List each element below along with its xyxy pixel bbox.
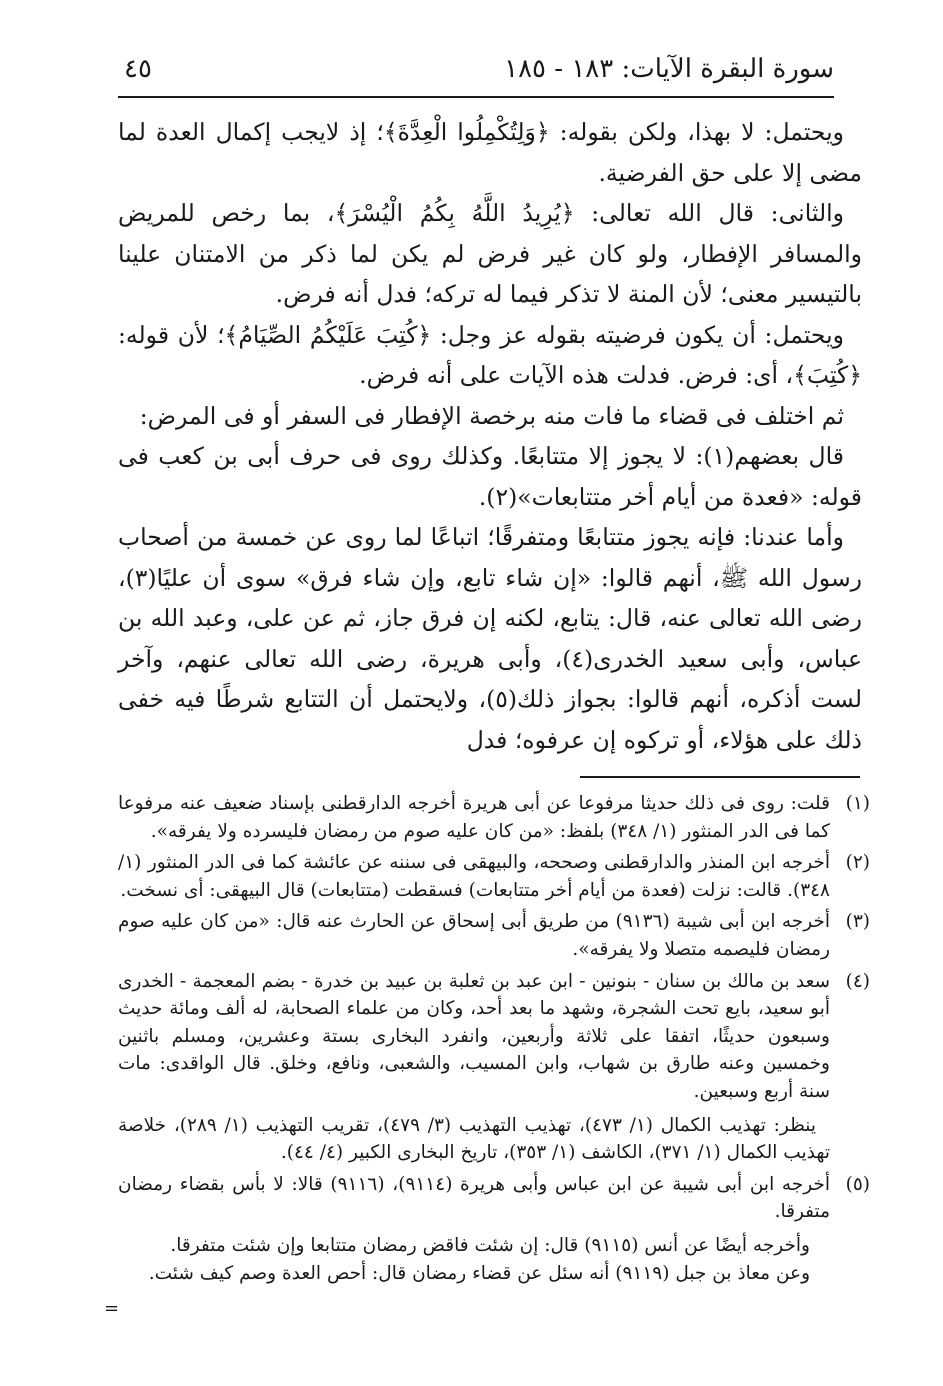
paragraph-3: ويحتمل: أن يكون فرضيته بقوله عز وجل: ﴿كُتِبَ عَلَيْكُمُ الصِّيَامُ﴾؛ لأن قوله: ﴿كُتِبَ﴾، أى: فرض. فدلت هذه الآيات على أنه فرض. bbox=[118, 320, 862, 389]
footnote-text: أخرجه ابن أبى شيبة (٩١٣٦) من طريق أبى إسحاق عن الحارث عنه قال: «من كان عليه صوم رمضان فليصمه متصلا ولا يفرقه». bbox=[118, 911, 830, 960]
main-text bbox=[118, 112, 862, 760]
footnote-3 bbox=[118, 908, 870, 963]
footnote-references: ينظر: تهذيب الكمال (١/ ٤٧٣)، تهذيب التهذيب (٣/ ٤٧٩)، تقريب التهذيب (١/ ٢٨٩)، خلاصة تهذيب الكمال (١/ ٣٧١)، الكاشف (١/ ٣٥٣)، تاريخ البخارى الكبير (٤/ ٤٤). bbox=[118, 1114, 830, 1164]
footnote-number: (٢) bbox=[845, 852, 870, 874]
header-divider bbox=[118, 96, 834, 98]
footnote-1 bbox=[118, 790, 870, 845]
running-title: سورة البقرة الآيات: ١٨٣ - ١٨٥ bbox=[504, 54, 834, 84]
footnote-number: (٤) bbox=[845, 970, 870, 992]
footnote-extra-line: وأخرجه أيضًا عن أنس (٩١١٥) قال: إن شئت فاقض رمضان متتابعا وإن شئت متفرقا. bbox=[170, 1234, 810, 1256]
footnote-5-continuation bbox=[118, 1232, 870, 1287]
footnote-number: (١) bbox=[845, 793, 870, 814]
footnote-5 bbox=[118, 1171, 870, 1226]
footnote-text: سعد بن مالك بن سنان - بنونين - ابن عبد بن ثعلبة بن عبيد بن خدرة - بضم المعجمة - الخدرى أبو سعيد، بايع تحت الشجرة، وشهد ما بعد أحد، وكان من علماء الصحابة، له ألف ومائة حديث وسبعون حديثًا، اتفقا على ثلاثة وأربعين، وانفرد البخارى بستة وعشرين، ومسلم باثنين وخمسين وعنه طارق بن شهاب، وابن المسيب، والشعبى، ونافع، وخلق. قال الواقدى: مات سنة أربع وسبعين. bbox=[118, 970, 830, 1102]
continuation-mark: = bbox=[104, 1298, 120, 1319]
paragraph-4: ثم اختلف فى قضاء ما فات منه برخصة الإفطار فى السفر أو فى المرض: bbox=[139, 401, 844, 430]
footnote-number: (٣) bbox=[845, 911, 870, 933]
footnote-2 bbox=[118, 849, 870, 904]
footnotes bbox=[118, 790, 870, 1287]
footnote-4 bbox=[118, 968, 870, 1167]
footnote-text: أخرجه ابن المنذر والدارقطنى وصححه، والبيهقى فى سننه عن عائشة كما فى الدر المنثور (١/ ٣٤٨). قالت: نزلت (فعدة من أيام أخر متتابعات) فسقطت (متتابعات) قال البيهقى: أى نسخت. bbox=[118, 852, 830, 901]
page-number: ٤٥ bbox=[124, 54, 152, 84]
footnote-divider bbox=[580, 776, 860, 778]
footnote-text: قلت: روى فى ذلك حديثا مرفوعا عن أبى هريرة أخرجه الدارقطنى بإسناد ضعيف عنه مرفوعا كما فى الدر المنثور (١/ ٣٤٨) بلفظ: «من كان عليه صوم من رمضان فليسرده ولا يفرقه». bbox=[118, 793, 830, 842]
paragraph-6: وأما عندنا: فإنه يجوز متتابعًا ومتفرقًا؛ اتباعًا لما روى عن خمسة من أصحاب رسول الله ﷺ، أنهم قالوا: «إن شاء تابع، وإن شاء فرق» سوى أن عليًا(٣)، رضى الله تعالى عنه، قال: يتابع، لكنه إن فرق جاز، ثم عن على، وعبد الله بن عباس، وأبى سعيد الخدرى(٤)، وأبى هريرة، رضى الله تعالى عنهم، وآخر لست أذكره، أنهم قالوا: بجواز ذلك(٥)، ولايحتمل أن التتابع شرطًا فيه خفى ذلك على هؤلاء، أو تركوه إن عرفوه؛ فدل bbox=[118, 523, 862, 754]
paragraph-5: قال بعضهم(١): لا يجوز إلا متتابعًا. وكذلك روى فى حرف أبى بن كعب فى قوله: «فعدة من أيام أخر متتابعات»(٢). bbox=[118, 442, 862, 511]
footnote-text: أخرجه ابن أبى شيبة عن ابن عباس وأبى هريرة (٩١١٤)، (٩١١٦) قالا: لا بأس بقضاء رمضان متفرقا. bbox=[118, 1173, 830, 1223]
paragraph-1: ويحتمل: لا بهذا، ولكن بقوله: ﴿وَلِتُكْمِلُوا الْعِدَّةَ﴾؛ إذ لايجب إكمال العدة لما مضى إلا على حق الفرضية. bbox=[118, 118, 862, 187]
footnote-extra-line: وعن معاذ بن جبل (٩١١٩) أنه سئل عن قضاء رمضان قال: أحص العدة وصم كيف شئت. bbox=[148, 1262, 810, 1284]
paragraph-2: والثانى: قال الله تعالى: ﴿يُرِيدُ اللَّهُ بِكُمُ الْيُسْرَ﴾، بما رخص للمريض والمسافر الإفطار، ولو كان غير فرض لم يكن لما ذكر من الامتنان علينا بالتيسير معنى؛ لأن المنة لا تذكر فيما له تركه؛ فدل أنه فرض. bbox=[118, 199, 862, 308]
running-header bbox=[118, 52, 834, 92]
footnote-number: (٥) bbox=[845, 1173, 870, 1195]
